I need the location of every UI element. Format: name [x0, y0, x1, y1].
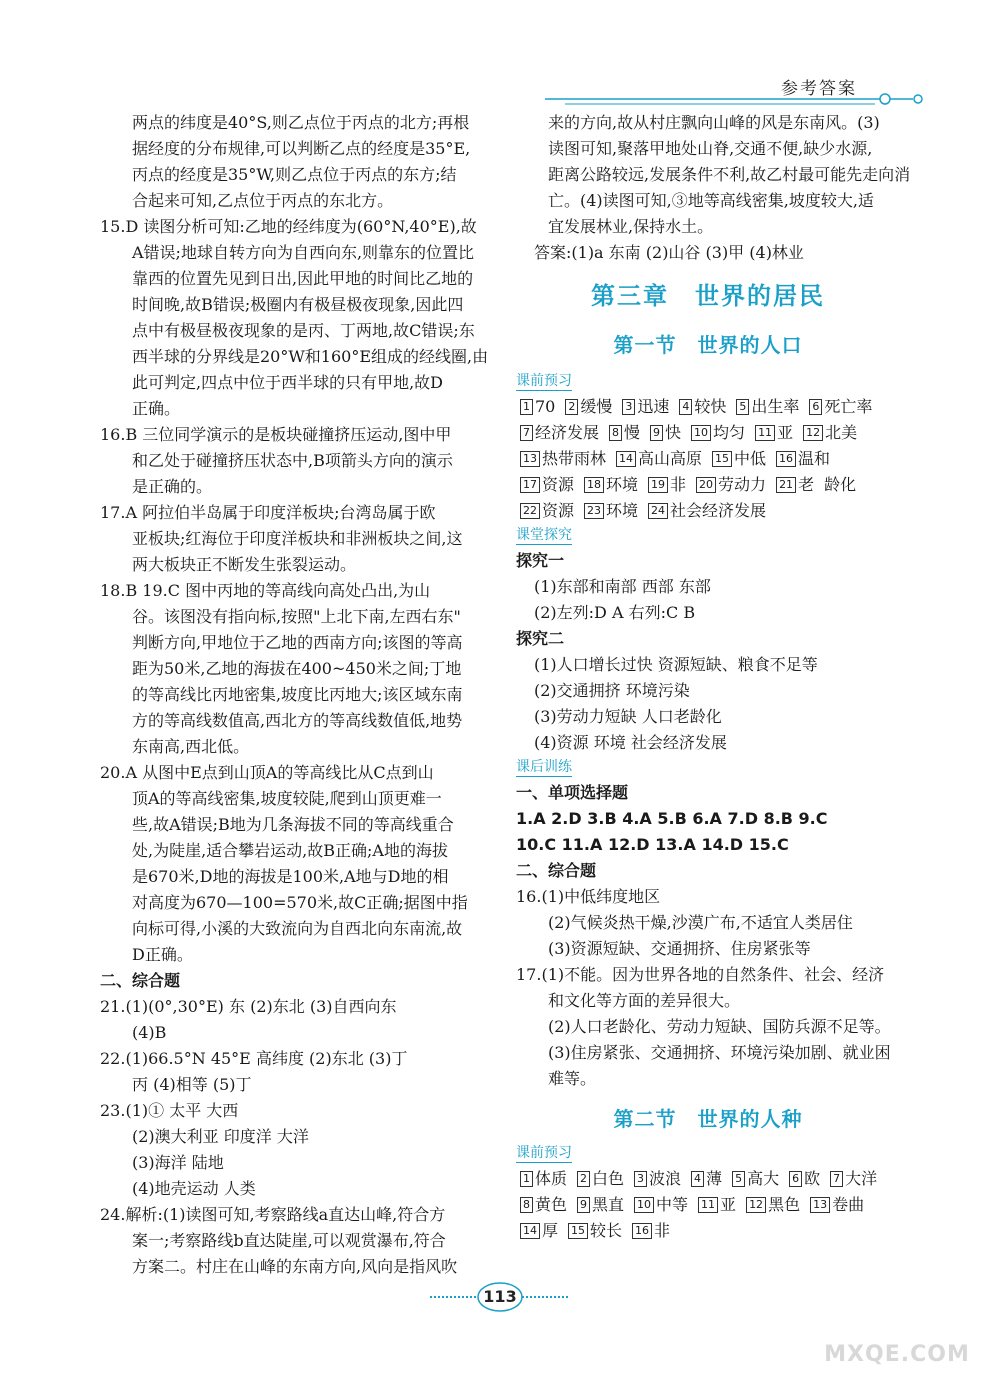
text-line: 时间晚,故B错误;极圈内有极昼极夜现象,因此四 [132, 295, 464, 314]
item-answer: 缓慢 [580, 397, 613, 416]
item-number-box: 20 [696, 477, 716, 493]
preview-item [577, 1192, 624, 1218]
preview-item [520, 1218, 558, 1244]
preview-item [696, 472, 766, 498]
item-answer: 黑直 [592, 1195, 625, 1214]
preview-item [632, 1218, 670, 1244]
item-answer: 社会经济发展 [670, 501, 767, 520]
preview-item [809, 394, 872, 420]
watermark-text: MXQE.COM [824, 1342, 970, 1367]
item-number-box: 23 [584, 503, 604, 519]
item-answer: 资源 [542, 501, 575, 520]
text-line: 两点的纬度是40°S,则乙点位于丙点的北方;再根 [132, 113, 470, 132]
item-answer: 欧 [804, 1169, 821, 1188]
page-number [430, 1280, 570, 1314]
text-line: 此可判定,四点中位于西半球的只有甲地,故D [132, 373, 444, 392]
text-line: (3)住房紧张、交通拥挤、环境污染加剧、就业困 [548, 1043, 891, 1062]
preview-item [577, 1166, 624, 1192]
item-answer: 龄化 [824, 475, 857, 494]
preview-answers-population [516, 394, 900, 524]
item-answer: 死亡率 [824, 397, 873, 416]
text-line: 谷。该图没有指向标,按照"上北下南,左西右东" [132, 607, 461, 626]
text-line: 据经度的分布规律,可以判断乙点的经度是35°E, [132, 139, 471, 158]
preview-item [565, 394, 612, 420]
item-answer: 中等 [656, 1195, 689, 1214]
text-line: 合起来可知,乙点位于丙点的东北方。 [132, 191, 394, 210]
item-answer: 白色 [592, 1169, 625, 1188]
explore-heading: 探究一 [516, 551, 565, 570]
text-line: 处,为陡崖,适合攀岩运动,故B正确;A地的海拔 [132, 841, 448, 860]
item-number-box: 16 [776, 451, 796, 467]
section-heading: 二、综合题 [516, 861, 597, 880]
item-number-box: 16 [632, 1223, 652, 1239]
item-number-box: 12 [803, 425, 823, 441]
item-number-box: 18 [584, 477, 604, 493]
preview-item [679, 394, 726, 420]
header-title: 参考答案 [781, 79, 857, 99]
item-number-box: 1 [520, 399, 533, 415]
preview-item [648, 472, 686, 498]
explore-heading: 探究二 [516, 629, 565, 648]
text-line: (2)人口老龄化、劳动力短缺、国防兵源不足等。 [548, 1017, 891, 1036]
choice-answers: 1.A 2.D 3.B 4.A 5.B 6.A 7.D 8.B 9.C [516, 809, 828, 828]
preview-item [520, 1166, 567, 1192]
item-number-box: 10 [634, 1197, 654, 1213]
tag-preview: 课前预习 [516, 1145, 572, 1161]
text-line: (1)东部和南部 西部 东部 [534, 577, 711, 596]
text-line: 丙 (4)相等 (5)丁 [132, 1075, 252, 1094]
text-line: 案一;考察路线b直达陡崖,可以观赏瀑布,符合 [132, 1231, 446, 1250]
text-line: 对高度为670—100=570米,故C正确;据图中指 [132, 893, 468, 912]
item-answer: 高大 [747, 1169, 780, 1188]
preview-item [712, 446, 766, 472]
item-answer: 环境 [606, 501, 639, 520]
preview-item [755, 420, 793, 446]
text-line: 正确。 [132, 399, 181, 418]
item-number-box: 21 [776, 477, 796, 493]
preview-item [634, 1166, 681, 1192]
item-number-box: 8 [609, 425, 622, 441]
item-number-box: 9 [650, 425, 663, 441]
preview-item [622, 394, 669, 420]
item-answer: 慢 [624, 423, 641, 442]
item-number-box: 5 [736, 399, 749, 415]
answer-22: 22.(1)66.5°N 45°E 高纬度 (2)东北 (3)丁 [100, 1049, 408, 1068]
tag-class-explore: 课堂探究 [516, 527, 572, 543]
text-line: 靠西的位置先见到日出,因此甲地的时间比乙地的 [132, 269, 474, 288]
text-line: (1)人口增长过快 资源短缺、粮食不足等 [534, 655, 818, 674]
item-answer: 黑色 [768, 1195, 801, 1214]
item-answer: 厚 [542, 1221, 559, 1240]
section-title-race: 第二节 世界的人种 [613, 1107, 803, 1131]
preview-item [691, 1166, 722, 1192]
answer-23: 23.(1)① 太平 大西 [100, 1101, 239, 1120]
tag-after-class: 课后训练 [516, 759, 572, 775]
item-answer: 快 [665, 423, 682, 442]
text-line: (4)B [132, 1023, 167, 1042]
right-column [516, 110, 911, 1244]
item-answer: 非 [654, 1221, 671, 1240]
text-line: 向标可得,小溪的大致流向为自西北向东南流,故 [132, 919, 463, 938]
item-answer: 亚 [777, 423, 794, 442]
text-line: (3)资源短缺、交通拥挤、住房紧张等 [548, 939, 811, 958]
item-number-box: 1 [520, 1171, 533, 1187]
item-number-box: 5 [732, 1171, 745, 1187]
item-number-box: 13 [520, 451, 540, 467]
text-line: 和文化等方面的差异很大。 [548, 991, 741, 1010]
text-line: 是670米,D地的海拔是100米,A地与D地的相 [132, 867, 449, 886]
answer-17: 17.(1)不能。因为世界各地的自然条件、社会、经济 [516, 965, 885, 984]
text-line: (2)交通拥挤 环境污染 [534, 681, 690, 700]
preview-item [520, 1192, 567, 1218]
preview-item [776, 472, 814, 498]
preview-item [584, 472, 638, 498]
preview-item [616, 446, 702, 472]
item-answer: 薄 [706, 1169, 723, 1188]
item-number-box: 24 [648, 503, 668, 519]
text-line: A错误;地球自转方向为自西向东,则靠东的位置比 [132, 243, 475, 262]
preview-item [584, 498, 638, 524]
item-answer: 迅速 [637, 397, 670, 416]
item-number-box: 15 [568, 1223, 588, 1239]
item-number-box: 7 [830, 1171, 843, 1187]
item-answer: 较快 [694, 397, 727, 416]
item-number-box: 14 [616, 451, 636, 467]
item-number-box: 22 [520, 503, 540, 519]
item-number-box: 17 [520, 477, 540, 493]
item-answer: 均匀 [713, 423, 746, 442]
item-answer: 北美 [825, 423, 858, 442]
answer-15: 15.D 读图分析可知:乙地的经纬度为(60°N,40°E),故 [100, 217, 477, 236]
item-answer: 资源 [542, 475, 575, 494]
preview-item [650, 420, 681, 446]
item-number-box: 12 [746, 1197, 766, 1213]
text-line: 丙点的经度是35°W,则乙点位于丙点的东方;结 [132, 165, 457, 184]
text-line: 亚板块;红海位于印度洋板块和非洲板块之间,这 [132, 529, 463, 548]
text-line: D正确。 [132, 945, 193, 964]
text-line: 宜发展林业,保持水土。 [548, 217, 714, 236]
text-line: 判断方向,甲地位于乙地的西南方向;该图的等高 [132, 633, 463, 652]
answer-summary: 答案:(1)a 东南 (2)山谷 (3)甲 (4)林业 [534, 243, 804, 262]
preview-item [648, 498, 766, 524]
preview-item [789, 1166, 820, 1192]
text-line: (2)左列:D A 右列:C B [534, 603, 696, 622]
answer-17: 17.A 阿拉伯半岛属于印度洋板块;台湾岛属于欧 [100, 503, 436, 522]
text-line: 和乙处于碰撞挤压状态中,B项箭头方向的演示 [132, 451, 453, 470]
text-line: 难等。 [548, 1069, 597, 1088]
text-line: (4)资源 环境 社会经济发展 [534, 733, 727, 752]
tag-preview: 课前预习 [516, 373, 572, 389]
item-answer: 体质 [535, 1169, 568, 1188]
item-number-box: 14 [520, 1223, 540, 1239]
text-line: 距离公路较远,发展条件不利,故乙村最可能先走向消 [548, 165, 911, 184]
text-line: 读图可知,聚落甲地处山脊,交通不便,缺少水源, [548, 139, 873, 158]
text-line: 亡。(4)读图可知,③地等高线密集,坡度较大,适 [548, 191, 874, 210]
watermark [812, 1296, 982, 1376]
section-heading: 二、综合题 [100, 971, 181, 990]
preview-item [810, 1192, 864, 1218]
item-number-box: 4 [679, 399, 692, 415]
text-line: 点中有极昼极夜现象的是丙、丁两地,故C错误;东 [132, 321, 475, 340]
choice-answers: 10.C 11.A 12.D 13.A 14.D 15.C [516, 835, 789, 854]
preview-item [736, 394, 799, 420]
preview-item [803, 420, 857, 446]
item-number-box: 3 [634, 1171, 647, 1187]
page-number-text: 113 [483, 1287, 517, 1306]
answer-24: 24.解析:(1)读图可知,考察路线a直达山峰,符合方 [100, 1205, 446, 1224]
item-answer: 中低 [734, 449, 767, 468]
text-line: 些,故A错误;B地为几条海拔不同的等高线重合 [132, 815, 454, 834]
text-line: 的等高线比丙地密集,坡度比丙地大;该区域东南 [132, 685, 463, 704]
preview-item [732, 1166, 779, 1192]
item-number-box: 4 [691, 1171, 704, 1187]
preview-item [520, 420, 599, 446]
preview-answers-race [516, 1166, 900, 1244]
item-answer: 黄色 [535, 1195, 568, 1214]
chapter-title: 第三章 世界的居民 [591, 282, 825, 310]
text-line: 是正确的。 [132, 477, 213, 496]
item-number-box: 11 [698, 1197, 718, 1213]
preview-item [776, 446, 830, 472]
preview-item [634, 1192, 688, 1218]
preview-item [520, 446, 606, 472]
item-answer: 热带雨林 [542, 449, 607, 468]
item-answer: 环境 [606, 475, 639, 494]
text-line: (2)气候炎热干燥,沙漠广布,不适宜人类居住 [548, 913, 853, 932]
answer-16: 16.B 三位同学演示的是板块碰撞挤压运动,图中甲 [100, 425, 452, 444]
item-number-box: 13 [810, 1197, 830, 1213]
text-line: 两大板块正不断发生张裂运动。 [132, 555, 357, 574]
preview-item [830, 1166, 877, 1192]
item-number-box: 10 [691, 425, 711, 441]
item-answer: 70 [535, 397, 556, 416]
answer-16: 16.(1)中低纬度地区 [516, 887, 661, 906]
text-line: 方的等高线数值高,西北方的等高线数值低,地势 [132, 711, 463, 730]
section-title-population: 第一节 世界的人口 [613, 333, 803, 357]
item-answer: 亚 [720, 1195, 737, 1214]
text-line: (4)地壳运动 人类 [132, 1179, 256, 1198]
item-number-box: 7 [520, 425, 533, 441]
section-heading: 一、单项选择题 [516, 783, 629, 802]
preview-item [520, 472, 574, 498]
item-number-box: 15 [712, 451, 732, 467]
text-line: (2)澳大利亚 印度洋 大洋 [132, 1127, 309, 1146]
text-line: 方案二。村庄在山峰的东南方向,风向是指风吹 [132, 1257, 458, 1276]
preview-item [698, 1192, 736, 1218]
preview-item [520, 394, 555, 420]
preview-item [520, 498, 574, 524]
item-number-box: 3 [622, 399, 635, 415]
item-answer: 温和 [798, 449, 831, 468]
item-answer: 波浪 [649, 1169, 682, 1188]
text-line: 来的方向,故从村庄飘向山峰的风是东南风。(3) [548, 113, 880, 132]
item-number-box: 6 [809, 399, 822, 415]
item-answer: 大洋 [845, 1169, 878, 1188]
answer-20: 20.A 从图中E点到山顶A的等高线比从C点到山 [100, 763, 434, 782]
preview-item [609, 420, 640, 446]
preview-item [824, 472, 856, 498]
answer-18-19: 18.B 19.C 图中丙地的等高线向高处凸出,为山 [100, 581, 431, 600]
item-number-box: 2 [565, 399, 578, 415]
item-number-box: 11 [755, 425, 775, 441]
preview-item [691, 420, 745, 446]
text-line: 西半球的分界线是20°W和160°E组成的经线圈,由 [132, 347, 489, 366]
preview-item [746, 1192, 800, 1218]
item-number-box: 9 [577, 1197, 590, 1213]
item-number-box: 19 [648, 477, 668, 493]
item-answer: 卷曲 [832, 1195, 865, 1214]
item-answer: 老 [798, 475, 815, 494]
item-number-box: 8 [520, 1197, 533, 1213]
item-answer: 经济发展 [535, 423, 600, 442]
text-line: (3)海洋 陆地 [132, 1153, 224, 1172]
item-answer: 非 [670, 475, 687, 494]
text-line: 东南高,西北低。 [132, 737, 250, 756]
text-line: 距为50米,乙地的海拔在400~450米之间;丁地 [132, 659, 462, 678]
answer-21: 21.(1)(0°,30°E) 东 (2)东北 (3)自西向东 [100, 997, 397, 1016]
text-line: 顶A的等高线密集,坡度较陡,爬到山顶更难一 [132, 789, 442, 808]
item-answer: 出生率 [751, 397, 800, 416]
item-number-box: 2 [577, 1171, 590, 1187]
item-number-box: 6 [789, 1171, 802, 1187]
text-line: (3)劳动力短缺 人口老龄化 [534, 707, 722, 726]
item-answer: 高山高原 [638, 449, 703, 468]
preview-item [568, 1218, 622, 1244]
left-column [100, 110, 488, 1280]
item-answer: 较长 [590, 1221, 623, 1240]
item-answer: 劳动力 [718, 475, 767, 494]
